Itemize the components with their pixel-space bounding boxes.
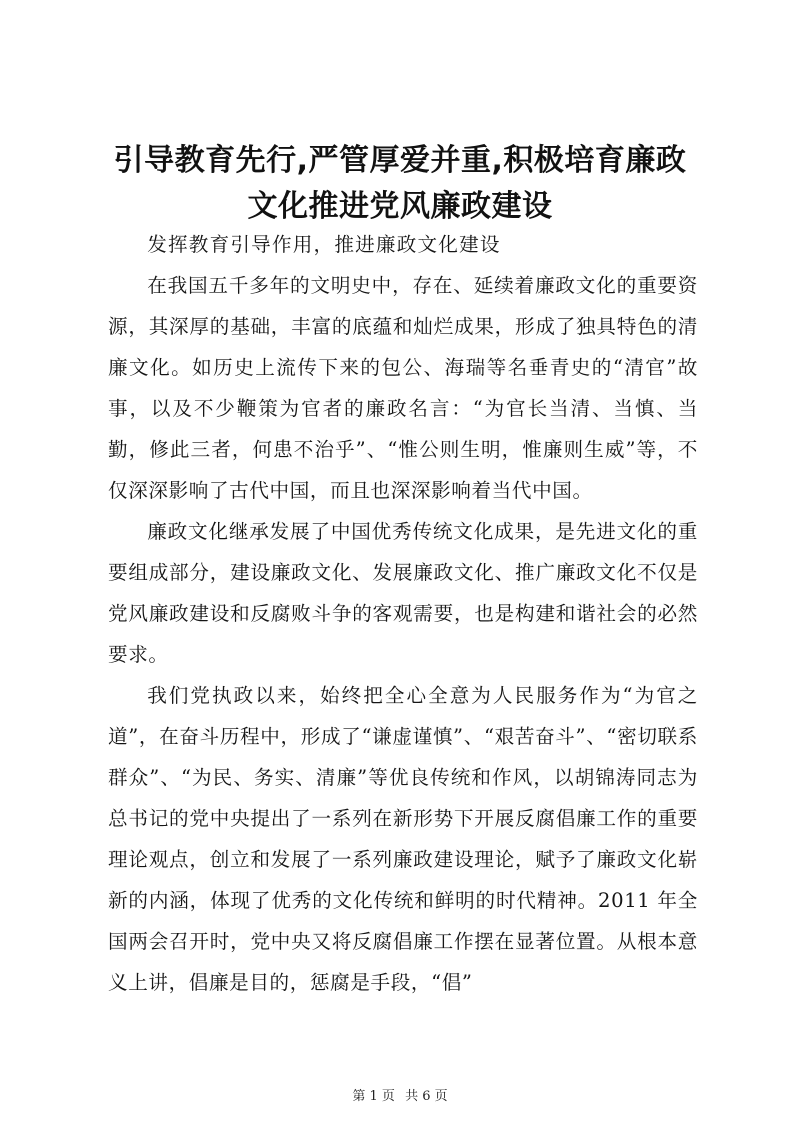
paragraph: 我们党执政以来，始终把全心全意为人民服务作为“为官之道”，在奋斗历程中，形成了“谦虚谨慎”、“艰苦奋斗”、“密切联系群众”、“为民、务实、清廉”等优良传统和作风，以胡锦涛同志为总书记的党中央提出了一系列在新形势下开展反腐倡廉工作的重要理论观点，创立和发展了一系列廉政建设理论，赋予了廉政文化崭新的内涵，体现了优秀的文化传统和鲜明的时代精神。2011 年全国两会召开时，党中央又将反腐倡廉工作摆在显著位置。从根本意义上讲，倡廉是目的，惩腐是手段，“倡” [108, 684, 698, 994]
paragraph: 廉政文化继承发展了中国优秀传统文化成果，是先进文化的重要组成部分，建设廉政文化、发展廉政文化、推广廉政文化不仅是党风廉政建设和反腐败斗争的客观需要，也是构建和谐社会的必然要求。 [108, 520, 698, 666]
document-title: 引导教育先行,严管厚爱并重,积极培育廉政文化推进党风廉政建设 [113, 143, 687, 224]
page-number: 第 1 页 [352, 1089, 395, 1104]
section-heading: 发挥教育引导作用，推进廉政文化建设 [147, 233, 501, 256]
paragraph: 在我国五千多年的文明史中，存在、延续着廉政文化的重要资源，其深厚的基础，丰富的底蕴和灿烂成果，形成了独具特色的清廉文化。如历史上流传下来的包公、海瑞等名垂青史的“清官”故事，以及不少鞭策为官者的廉政名言：“为官长当清、当慎、当勤，修此三者，何患不治乎”、“惟公则生明，惟廉则生威”等，不仅深深影响了古代中国，而且也深深影响着当代中国。 [108, 274, 698, 502]
page-footer [0, 1088, 800, 1106]
page-total: 共 6 页 [405, 1089, 448, 1104]
document-body [108, 224, 698, 1003]
